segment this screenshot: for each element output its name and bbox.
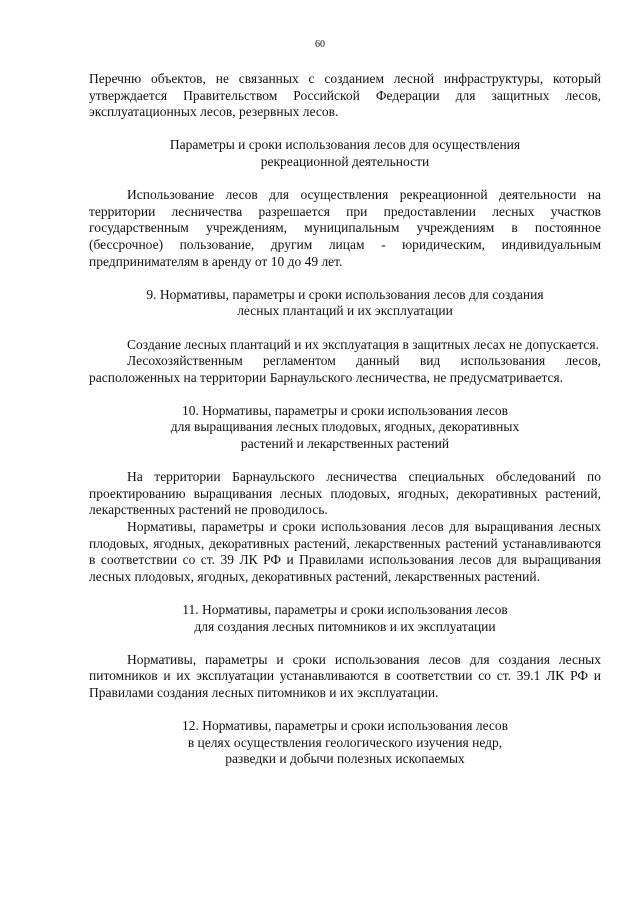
intro-paragraph: Перечню объектов, не связанных с созданием лесной инфраструктуры, который утверждается Правительством Российской Федерации для защитных лесов, эксплуатационных лесов, резервных лесов.: [89, 71, 601, 120]
heading-line: для выращивания лесных плодовых, ягодных, декоративных: [170, 419, 520, 435]
heading-line: 12. Нормативы, параметры и сроки использования лесов: [181, 718, 509, 734]
heading-line: разведки и добычи полезных ископаемых: [225, 751, 465, 767]
heading-line: Параметры и сроки использования лесов для осуществления: [169, 137, 521, 153]
heading-section-12: [89, 718, 601, 768]
heading-line: лесных плантаций и их эксплуатации: [237, 303, 453, 319]
heading-section-10: [89, 403, 601, 453]
recreation-paragraph: Использование лесов для осуществления рекреационной деятельности на территории лесничества разрешается при предоставлении лесных участков государственным учреждениям, муниципальным учреждениям в постоянное (бессрочное) пользование, другим лицам - юридическим, индивидуальным предпринимателям в аренду от 10 до 49 лет.: [89, 187, 601, 269]
heading-section-9: [89, 287, 601, 320]
heading-section-11: [89, 602, 601, 635]
section-10-paragraph: На территории Барнаульского лесничества специальных обследований по проектированию выращивания лесных плодовых, ягодных, декоративных растений, лекарственных растений не проводилось.: [89, 469, 601, 518]
page-number: 60: [315, 39, 325, 50]
section-9-paragraph: Создание лесных плантаций и их эксплуатация в защитных лесах не допускается.: [127, 336, 600, 352]
section-9-paragraph: Лесохозяйственным регламентом данный вид использования лесов, расположенных на территории Барнаульского лесничества, не предусматривается.: [89, 353, 601, 385]
heading-line: в целях осуществления геологического изучения недр,: [187, 734, 503, 750]
heading-line: для создания лесных питомников и их эксплуатации: [194, 618, 496, 634]
heading-recreation: [89, 137, 601, 170]
section-10-paragraph: Нормативы, параметры и сроки использования лесов для выращивания лесных плодовых, ягодных, декоративных растений, лекарственных растений устанавливаются в соответствии со ст. 39 ЛК РФ и Правилами использования лесов для выращивания лесных плодовых, ягодных, декоративных растений, лекарственных растений.: [89, 519, 601, 584]
page-content: [89, 71, 601, 768]
heading-line: 10. Нормативы, параметры и сроки использования лесов: [181, 402, 509, 418]
heading-line: 9. Нормативы, параметры и сроки использования лесов для создания: [146, 286, 544, 302]
section-11-paragraph: Нормативы, параметры и сроки использования лесов для создания лесных питомников и их эксплуатации устанавливаются в соответствии со ст. 39.1 ЛК РФ и Правилами создания лесных питомников и их эксплуатации.: [89, 651, 601, 700]
heading-line: 11. Нормативы, параметры и сроки использования лесов: [182, 602, 508, 617]
heading-line: рекреационной деятельности: [260, 153, 430, 169]
heading-line: растений и лекарственных растений: [240, 436, 450, 452]
